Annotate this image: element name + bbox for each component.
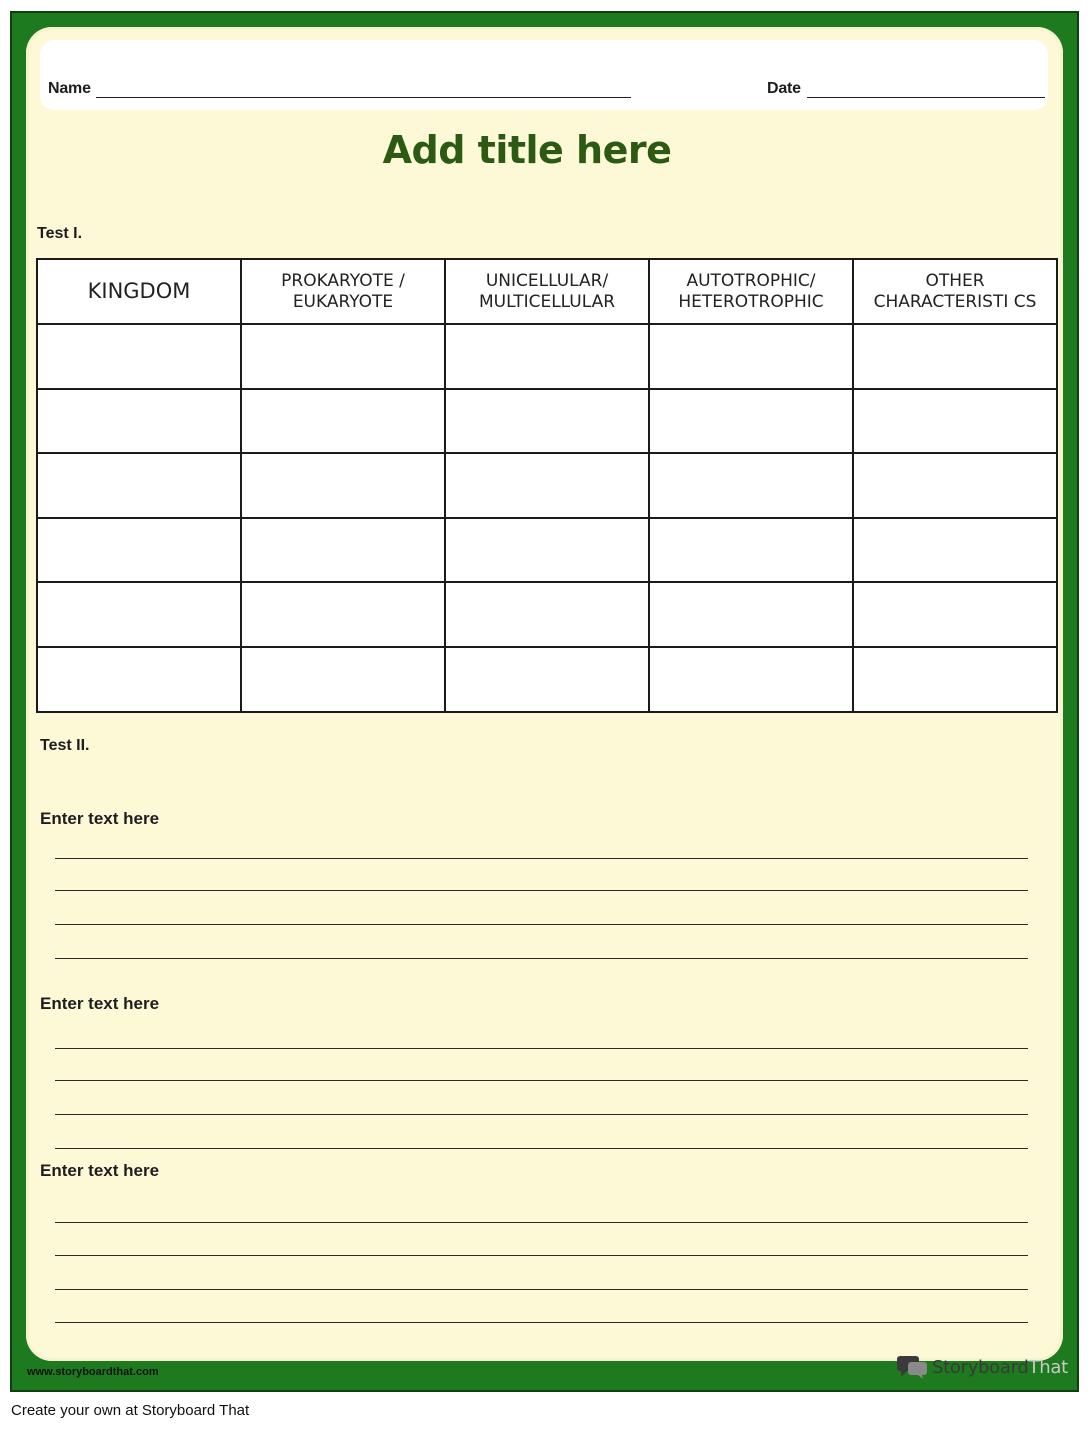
header-kingdom: KINGDOM — [37, 259, 241, 324]
table-row — [37, 518, 1057, 583]
answer-line[interactable] — [55, 1289, 1028, 1290]
table-cell[interactable] — [37, 453, 241, 518]
table-header-row — [37, 259, 1057, 324]
date-label: Date — [767, 80, 801, 97]
table-cell[interactable] — [853, 582, 1057, 647]
answer-line[interactable] — [55, 1222, 1028, 1223]
page-title[interactable]: Add title here — [382, 128, 672, 172]
table-cell[interactable] — [853, 453, 1057, 518]
answer-line[interactable] — [55, 1322, 1028, 1323]
table-row — [37, 389, 1057, 454]
table-cell[interactable] — [241, 647, 445, 712]
answer-line[interactable] — [55, 890, 1028, 891]
table-cell[interactable] — [241, 582, 445, 647]
table-row — [37, 324, 1057, 389]
table-cell[interactable] — [445, 582, 649, 647]
table-cell[interactable] — [241, 453, 445, 518]
table-cell[interactable] — [241, 389, 445, 454]
header-autotrophic: AUTOTROPHIC/ HETEROTROPHIC — [649, 259, 853, 324]
prompt-1[interactable]: Enter text here — [40, 809, 160, 828]
table-cell[interactable] — [649, 389, 853, 454]
brand-name-dark: Storyboard — [932, 1356, 1029, 1378]
name-label: Name — [48, 80, 91, 97]
table-cell[interactable] — [853, 389, 1057, 454]
brand-name — [932, 1357, 1068, 1378]
name-field[interactable] — [96, 97, 631, 98]
answer-line[interactable] — [55, 858, 1028, 859]
storyboardthat-logo — [896, 1354, 1068, 1380]
table-cell[interactable] — [37, 389, 241, 454]
table-cell[interactable] — [445, 324, 649, 389]
header-other: OTHER CHARACTERISTI CS — [853, 259, 1057, 324]
answer-line[interactable] — [55, 958, 1028, 959]
test2-label: Test II. — [40, 737, 90, 754]
footer-credit[interactable]: Create your own at Storyboard That — [11, 1402, 250, 1419]
kingdom-table — [36, 258, 1058, 713]
table-cell[interactable] — [649, 453, 853, 518]
header-unicellular: UNICELLULAR/ MULTICELLULAR — [445, 259, 649, 324]
table-cell[interactable] — [241, 324, 445, 389]
answer-line[interactable] — [55, 1114, 1028, 1115]
speech-bubbles-icon — [896, 1355, 928, 1379]
date-field[interactable] — [807, 97, 1045, 98]
answer-line[interactable] — [55, 1255, 1028, 1256]
answer-line[interactable] — [55, 1048, 1028, 1049]
brand-name-light: That — [1028, 1356, 1068, 1378]
prompt-3[interactable]: Enter text here — [40, 1161, 160, 1180]
table-cell[interactable] — [445, 518, 649, 583]
header-prokaryote: PROKARYOTE / EUKARYOTE — [241, 259, 445, 324]
table-cell[interactable] — [445, 647, 649, 712]
test1-label: Test I. — [37, 225, 83, 242]
table-row — [37, 453, 1057, 518]
table-cell[interactable] — [853, 518, 1057, 583]
table-cell[interactable] — [649, 518, 853, 583]
answer-line[interactable] — [55, 924, 1028, 925]
table-cell[interactable] — [853, 647, 1057, 712]
answer-line[interactable] — [55, 1148, 1028, 1149]
name-date-bar — [40, 40, 1048, 110]
table-cell[interactable] — [241, 518, 445, 583]
table-cell[interactable] — [649, 324, 853, 389]
table-cell[interactable] — [649, 647, 853, 712]
answer-line[interactable] — [55, 1080, 1028, 1081]
table-cell[interactable] — [445, 453, 649, 518]
table-cell[interactable] — [37, 582, 241, 647]
prompt-2[interactable]: Enter text here — [40, 994, 160, 1013]
table-cell[interactable] — [37, 324, 241, 389]
table-cell[interactable] — [853, 324, 1057, 389]
table-cell[interactable] — [445, 389, 649, 454]
table-row — [37, 582, 1057, 647]
table-row — [37, 647, 1057, 712]
site-url: www.storyboardthat.com — [27, 1366, 159, 1378]
table-cell[interactable] — [37, 518, 241, 583]
table-cell[interactable] — [37, 647, 241, 712]
table-cell[interactable] — [649, 582, 853, 647]
